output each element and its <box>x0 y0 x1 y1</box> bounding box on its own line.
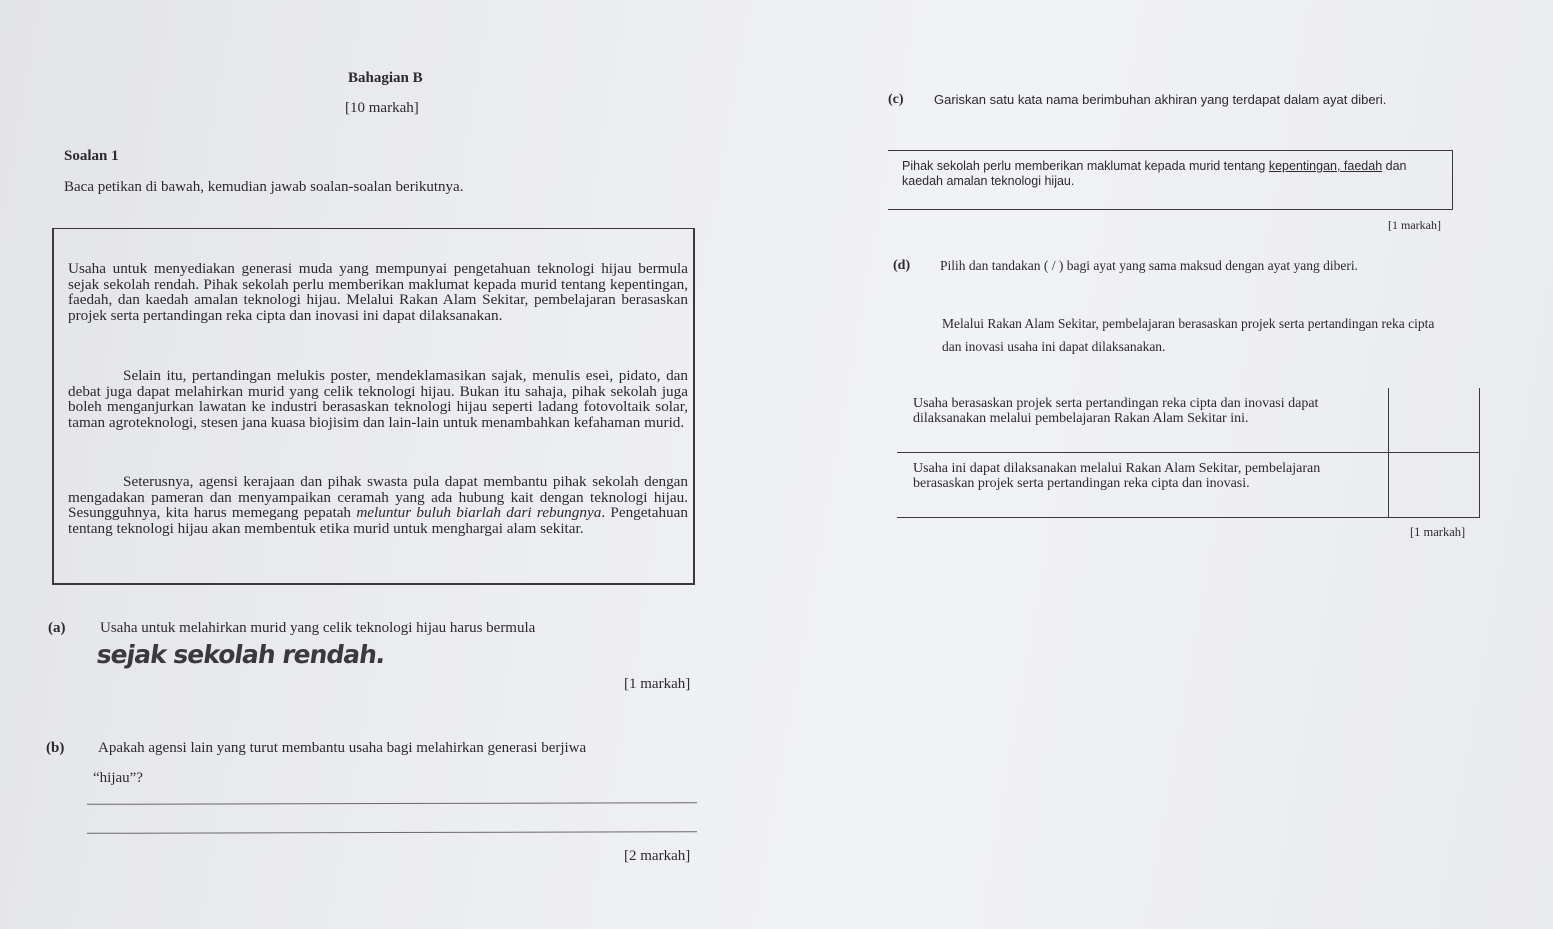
part-c-sentence-end: dan kaedah amalan teknologi hijau. <box>902 159 1407 188</box>
option-1-tick-box[interactable] <box>1389 388 1480 453</box>
part-c-label: (c) <box>888 92 904 107</box>
passage-box <box>52 228 695 585</box>
answer-line-1[interactable] <box>87 802 697 805</box>
question-instruction: Baca petikan di bawah, kemudian jawab soalan-soalan berikutnya. <box>64 179 464 195</box>
part-c-sentence-start: Pihak sekolah perlu memberikan maklumat kepada murid tentang <box>902 159 1269 173</box>
answer-line-2[interactable] <box>87 831 697 834</box>
passage-paragraph-3-text: Seterusnya, agensi kerajaan dan pihak swasta pula dapat membantu pihak sekolah dengan mengadakan pameran dan menyampaikan ceramah yang ada hubung kait dengan teknologi hijau. Sesungguhnya, kita harus memegang pepatah <box>68 473 688 521</box>
part-d-question: Pilih dan tandakan ( / ) bagi ayat yang sama maksud dengan ayat yang diberi. <box>940 258 1358 273</box>
part-c-sentence <box>902 159 1437 189</box>
part-d-label: (d) <box>893 258 911 273</box>
section-marks: [10 markah] <box>345 100 419 116</box>
part-c-marks: [1 markah] <box>1388 218 1441 232</box>
passage-paragraph-3 <box>68 474 688 536</box>
section-title: Bahagian B <box>348 70 423 86</box>
underlined-answer: kepentingan, faedah <box>1268 159 1383 173</box>
option-2-tick-box[interactable] <box>1389 453 1480 518</box>
option-1-text: Usaha berasaskan projek serta pertandingan reka cipta dan inovasi dapat dilaksanakan melalui pembelajaran Rakan Alam Sekitar ini. <box>897 388 1389 453</box>
part-b-question: Apakah agensi lain yang turut membantu usaha bagi melahirkan generasi berjiwa <box>98 740 587 756</box>
proverb: meluntur buluh biarlah dari rebungnya <box>356 504 602 521</box>
passage-paragraph-2: Selain itu, pertandingan melukis poster, mendeklamasikan sajak, menulis esei, pidato, dan debat juga dapat melahirkan murid yang celik teknologi hijau. Bukan itu sahaja, pihak sekolah juga boleh menganjurkan lawatan ke industri berasaskan teknologi hijau seperti ladang fotovoltaik solar, taman agroteknologi, stesen jana kuasa biojisim dan lain-lain untuk menambahkan kefahaman murid. <box>68 367 688 431</box>
option-row <box>897 388 1480 453</box>
part-b-label: (b) <box>46 740 65 756</box>
option-row <box>897 453 1480 518</box>
part-c-question: Gariskan satu kata nama berimbuhan akhiran yang terdapat dalam ayat diberi. <box>934 92 1387 107</box>
part-a-handwritten-answer: sejak sekolah rendah. <box>94 640 387 669</box>
passage-paragraph-3-end: . Pengetahuan tentang teknologi hijau akan membentuk etika murid untuk menghargai alam sekitar. <box>68 504 688 537</box>
part-a-label: (a) <box>48 620 66 636</box>
option-2-text: Usaha ini dapat dilaksanakan melalui Rakan Alam Sekitar, pembelajaran berasaskan projek serta pertandingan reka cipta dan inovasi. <box>897 453 1389 518</box>
part-d-sentence: Melalui Rakan Alam Sekitar, pembelajaran berasaskan projek serta pertandingan reka cipta dan inovasi usaha ini dapat dilaksanakan. <box>942 316 1435 354</box>
passage-paragraph-1: Usaha untuk menyediakan generasi muda yang mempunyai pengetahuan teknologi hijau bermula sejak sekolah rendah. Pihak sekolah perlu memberikan maklumat kepada murid tentang kepentingan, faedah, dan kaedah amalan teknologi hijau. Melalui Rakan Alam Sekitar, pembelajaran berasaskan projek serta pertandingan reka cipta dan inovasi ini dapat dilaksanakan. <box>68 260 688 324</box>
part-a-marks: [1 markah] <box>624 676 691 692</box>
part-c-sentence-box <box>888 150 1453 210</box>
question-title: Soalan 1 <box>64 148 119 164</box>
part-a-question: Usaha untuk melahirkan murid yang celik teknologi hijau harus bermula <box>100 620 536 636</box>
part-d-options-table <box>897 388 1480 518</box>
part-d-marks: [1 markah] <box>1410 525 1466 539</box>
part-b-marks: [2 markah] <box>624 848 691 864</box>
part-b-question-end: “hijau”? <box>93 770 143 786</box>
